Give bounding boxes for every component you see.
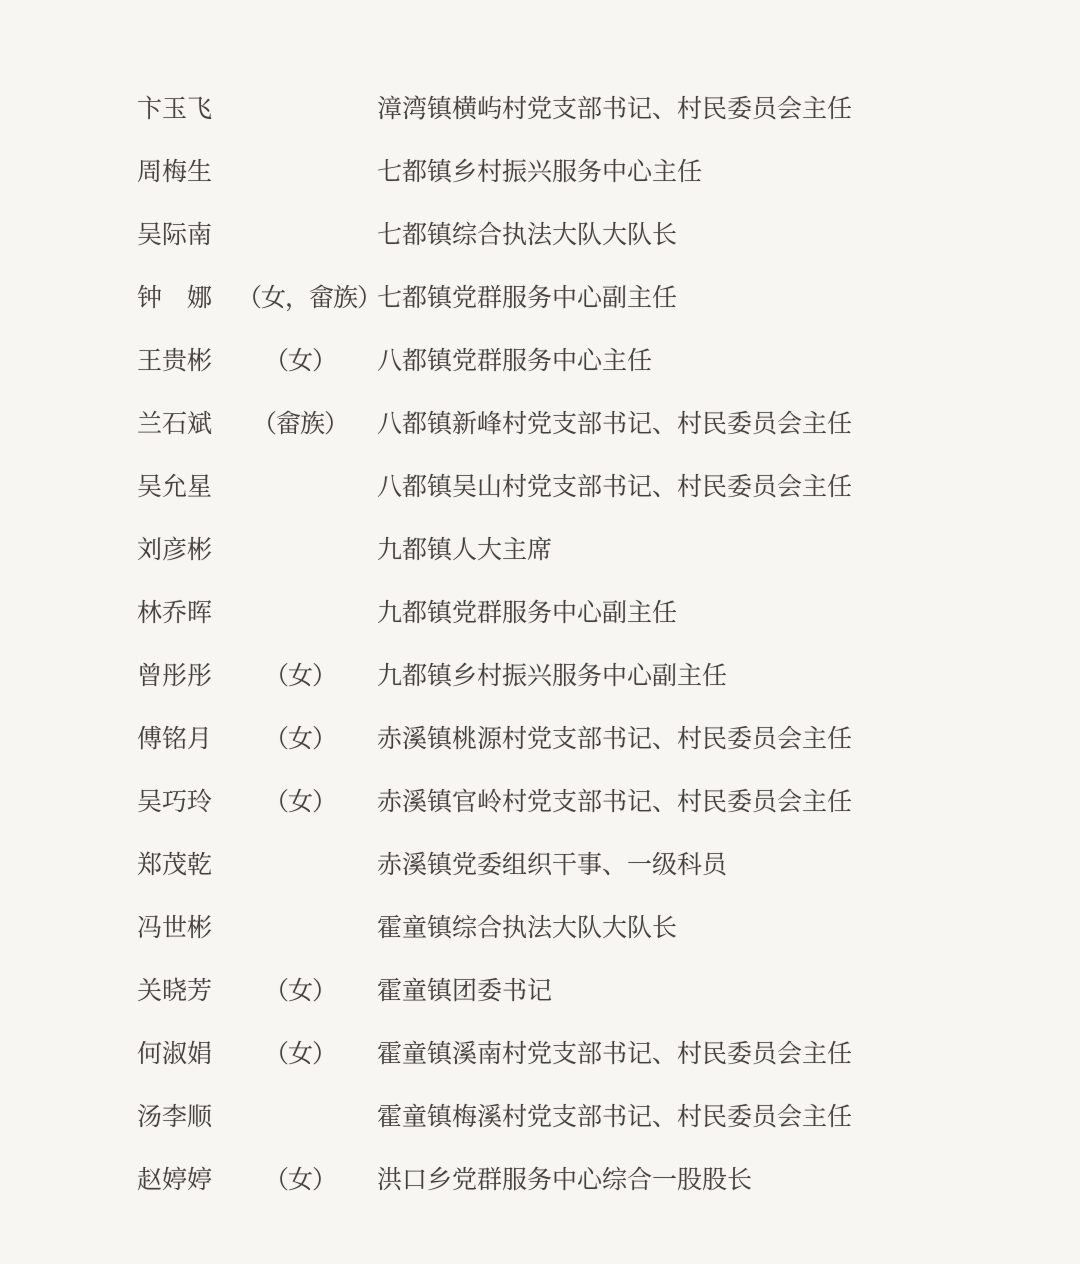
person-gender-ethnicity-note: （女） bbox=[263, 978, 336, 1005]
person-gender-ethnicity-note: （女，畲族） bbox=[237, 285, 382, 312]
person-position-title: 九都镇党群服务中心副主任 bbox=[377, 600, 678, 627]
table-row bbox=[0, 645, 1080, 708]
table-row bbox=[0, 519, 1080, 582]
person-gender-ethnicity-note: （女） bbox=[263, 663, 336, 690]
person-position-title: 八都镇党群服务中心主任 bbox=[377, 348, 653, 375]
person-position-title: 漳湾镇横屿村党支部书记、村民委员会主任 bbox=[377, 96, 853, 123]
table-row bbox=[0, 708, 1080, 771]
table-row bbox=[0, 393, 1080, 456]
table-row bbox=[0, 141, 1080, 204]
person-name: 兰石斌 bbox=[137, 411, 213, 438]
person-name: 周梅生 bbox=[137, 159, 213, 186]
person-gender-ethnicity-note: （女） bbox=[263, 726, 336, 753]
person-gender-ethnicity-note: （畲族） bbox=[251, 411, 348, 438]
table-row bbox=[0, 456, 1080, 519]
table-row bbox=[0, 204, 1080, 267]
person-name: 卞玉飞 bbox=[137, 96, 213, 123]
table-row bbox=[0, 960, 1080, 1023]
person-position-title: 七都镇综合执法大队大队长 bbox=[377, 222, 678, 249]
table-row bbox=[0, 1023, 1080, 1086]
person-position-title: 霍童镇综合执法大队大队长 bbox=[377, 915, 678, 942]
person-name: 钟 娜 bbox=[137, 285, 213, 312]
person-name: 吴巧玲 bbox=[137, 789, 213, 816]
person-name: 汤李顺 bbox=[137, 1104, 213, 1131]
table-row bbox=[0, 78, 1080, 141]
person-position-title: 洪口乡党群服务中心综合一股股长 bbox=[377, 1167, 753, 1194]
person-gender-ethnicity-note: （女） bbox=[263, 789, 336, 816]
person-position-title: 赤溪镇党委组织干事、一级科员 bbox=[377, 852, 728, 879]
person-name: 吴允星 bbox=[137, 474, 213, 501]
person-gender-ethnicity-note: （女） bbox=[263, 1041, 336, 1068]
person-position-title: 七都镇党群服务中心副主任 bbox=[377, 285, 678, 312]
person-position-title: 赤溪镇桃源村党支部书记、村民委员会主任 bbox=[377, 726, 853, 753]
table-row bbox=[0, 267, 1080, 330]
table-row bbox=[0, 834, 1080, 897]
person-position-title: 霍童镇团委书记 bbox=[377, 978, 553, 1005]
person-name: 冯世彬 bbox=[137, 915, 213, 942]
person-name: 赵婷婷 bbox=[137, 1167, 213, 1194]
person-position-title: 七都镇乡村振兴服务中心主任 bbox=[377, 159, 703, 186]
person-position-title: 霍童镇溪南村党支部书记、村民委员会主任 bbox=[377, 1041, 853, 1068]
person-name: 傅铭月 bbox=[137, 726, 213, 753]
table-row bbox=[0, 582, 1080, 645]
person-position-title: 八都镇吴山村党支部书记、村民委员会主任 bbox=[377, 474, 853, 501]
table-row bbox=[0, 330, 1080, 393]
person-position-title: 九都镇人大主席 bbox=[377, 537, 553, 564]
person-position-title: 八都镇新峰村党支部书记、村民委员会主任 bbox=[377, 411, 853, 438]
person-name: 王贵彬 bbox=[137, 348, 213, 375]
table-row bbox=[0, 1086, 1080, 1149]
person-gender-ethnicity-note: （女） bbox=[263, 348, 336, 375]
person-name: 关晓芳 bbox=[137, 978, 213, 1005]
person-name: 吴际南 bbox=[137, 222, 213, 249]
person-name: 林乔晖 bbox=[137, 600, 213, 627]
person-position-title: 九都镇乡村振兴服务中心副主任 bbox=[377, 663, 728, 690]
person-name: 刘彦彬 bbox=[137, 537, 213, 564]
person-name: 何淑娟 bbox=[137, 1041, 213, 1068]
person-position-title: 霍童镇梅溪村党支部书记、村民委员会主任 bbox=[377, 1104, 853, 1131]
table-row bbox=[0, 1149, 1080, 1212]
person-name: 郑茂乾 bbox=[137, 852, 213, 879]
person-name: 曾彤彤 bbox=[137, 663, 213, 690]
table-row bbox=[0, 771, 1080, 834]
table-row bbox=[0, 897, 1080, 960]
person-gender-ethnicity-note: （女） bbox=[263, 1167, 336, 1194]
person-position-title: 赤溪镇官岭村党支部书记、村民委员会主任 bbox=[377, 789, 853, 816]
